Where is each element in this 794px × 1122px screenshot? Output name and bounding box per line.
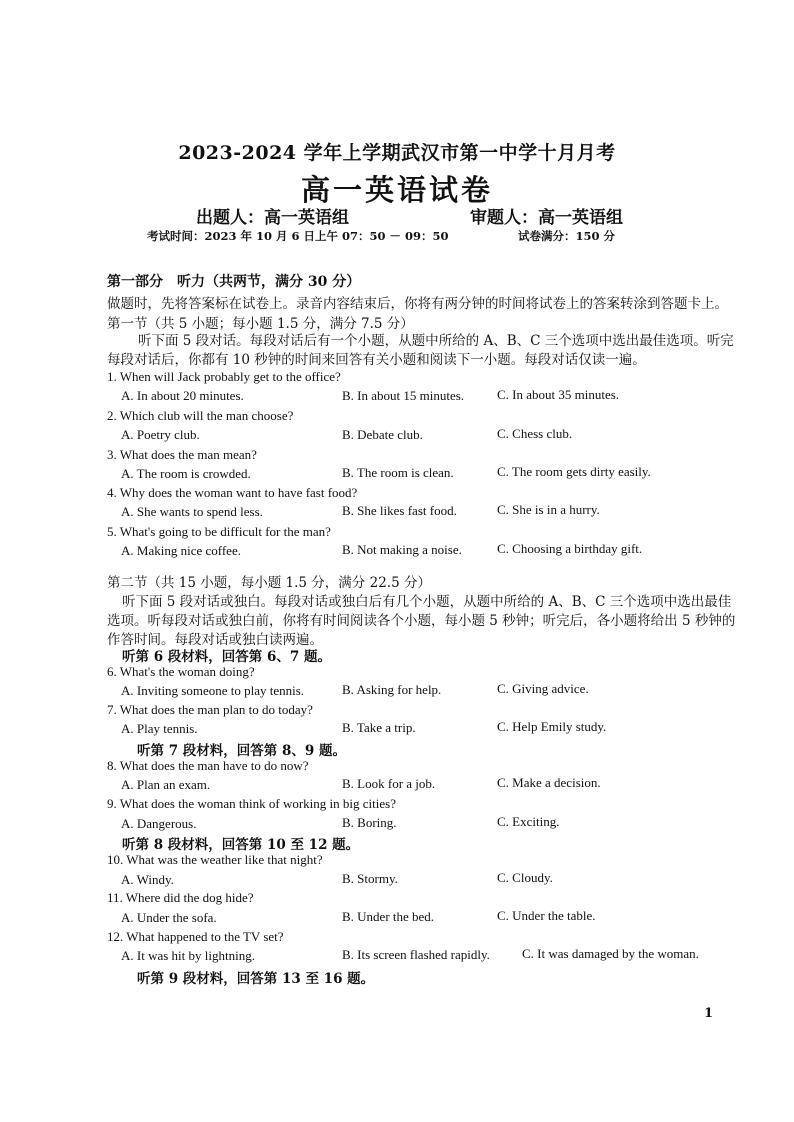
material-note-8: 听第 8 段材料，回答第 10 至 12 题。 xyxy=(122,837,360,853)
q8-option-c: C. Make a decision. xyxy=(497,775,601,790)
question-5: 5. What's going to be difficult for the man? xyxy=(107,524,331,539)
q10-option-a: A. Windy. xyxy=(121,872,174,887)
section2-directions-line2: 选项。听每段对话或独白前，你将有时间阅读各个小题，每小题 5 秒钟；听完后，各小题将给出 5 秒钟的 xyxy=(107,613,736,629)
q7-option-b: B. Take a trip. xyxy=(342,720,416,735)
q11-option-b: B. Under the bed. xyxy=(342,909,435,924)
q9-option-b: B. Boring. xyxy=(342,815,397,830)
material-note-7: 听第 7 段材料，回答第 8、9 题。 xyxy=(137,743,346,759)
q9-option-c: C. Exciting. xyxy=(497,814,560,829)
section2-heading: 第二节（共 15 小题，每小题 1.5 分，满分 22.5 分） xyxy=(107,575,431,591)
q12-option-b: B. Its screen flashed rapidly. xyxy=(342,947,490,962)
q5-option-a: A. Making nice coffee. xyxy=(121,543,241,558)
q11-option-c: C. Under the table. xyxy=(497,908,596,923)
question-2: 2. Which club will the man choose? xyxy=(107,408,294,423)
q1-option-c: C. In about 35 minutes. xyxy=(497,387,620,402)
question-9: 9. What does the woman think of working in big cities? xyxy=(107,796,396,811)
q12-option-c: C. It was damaged by the woman. xyxy=(522,946,699,961)
q7-option-c: C. Help Emily study. xyxy=(497,719,607,734)
q3-option-c: C. The room gets dirty easily. xyxy=(497,464,651,479)
q6-option-a: A. Inviting someone to play tennis. xyxy=(121,683,305,698)
full-score: 试卷满分：150 分 xyxy=(518,229,616,243)
q8-option-b: B. Look for a job. xyxy=(342,776,436,791)
question-6: 6. What's the woman doing? xyxy=(107,664,255,679)
question-11: 11. Where did the dog hide? xyxy=(107,890,254,905)
question-3: 3. What does the man mean? xyxy=(107,447,257,462)
q3-option-a: A. The room is crowded. xyxy=(121,466,251,481)
part1-heading: 第一部分 听力（共两节，满分 30 分） xyxy=(107,274,361,290)
q10-option-b: B. Stormy. xyxy=(342,871,398,886)
q2-option-a: A. Poetry club. xyxy=(121,427,200,442)
q1-option-a: A. In about 20 minutes. xyxy=(121,388,244,403)
q4-option-b: B. She likes fast food. xyxy=(342,503,457,518)
q9-option-a: A. Dangerous. xyxy=(121,816,197,831)
material-note-9: 听第 9 段材料，回答第 13 至 16 题。 xyxy=(137,971,375,987)
question-10: 10. What was the weather like that night? xyxy=(107,852,323,867)
section1-heading: 第一节（共 5 小题；每小题 1.5 分，满分 7.5 分） xyxy=(107,316,414,332)
question-8: 8. What does the man have to do now? xyxy=(107,758,309,773)
exam-title: 2023-2024 学年上学期武汉市第一中学十月月考 xyxy=(178,142,616,164)
question-1: 1. When will Jack probably get to the office? xyxy=(107,369,341,384)
q10-option-c: C. Cloudy. xyxy=(497,870,553,885)
q6-option-c: C. Giving advice. xyxy=(497,681,589,696)
exam-time: 考试时间：2023 年 10 月 6 日上午 07：50 － 09：50 xyxy=(147,229,449,243)
q7-option-a: A. Play tennis. xyxy=(121,721,198,736)
section2-directions-line1: 听下面 5 段对话或独白。每段对话或独白后有几个小题，从题中所给的 A、B、C 三个选项中选出最佳 xyxy=(122,594,732,610)
q4-option-a: A. She wants to spend less. xyxy=(121,504,263,519)
question-setter: 出题人：高一英语组 xyxy=(196,208,349,228)
q2-option-c: C. Chess club. xyxy=(497,426,573,441)
q11-option-a: A. Under the sofa. xyxy=(121,910,217,925)
question-reviewer: 审题人：高一英语组 xyxy=(470,208,623,228)
page-number: 1 xyxy=(704,1006,714,1021)
material-note-6: 听第 6 段材料，回答第 6、7 题。 xyxy=(122,649,331,665)
q2-option-b: B. Debate club. xyxy=(342,427,423,442)
q1-option-b: B. In about 15 minutes. xyxy=(342,388,465,403)
part1-instruction: 做题时，先将答案标在试卷上。录音内容结束后，你将有两分钟的时间将试卷上的答案转涂到答题卡上。 xyxy=(107,296,728,312)
q4-option-c: C. She is in a hurry. xyxy=(497,502,600,517)
section1-directions-line1: 听下面 5 段对话。每段对话后有一个小题，从题中所给的 A、B、C 三个选项中选出最佳选项。听完 xyxy=(138,333,734,349)
q5-option-b: B. Not making a noise. xyxy=(342,542,462,557)
q3-option-b: B. The room is clean. xyxy=(342,465,454,480)
section2-directions-line3: 作答时间。每段对话或独白读两遍。 xyxy=(107,632,323,648)
q5-option-c: C. Choosing a birthday gift. xyxy=(497,541,643,556)
question-7: 7. What does the man plan to do today? xyxy=(107,702,313,717)
q12-option-a: A. It was hit by lightning. xyxy=(121,948,255,963)
paper-subject-title: 高一英语试卷 xyxy=(300,173,493,207)
q6-option-b: B. Asking for help. xyxy=(342,682,442,697)
question-12: 12. What happened to the TV set? xyxy=(107,929,284,944)
question-4: 4. Why does the woman want to have fast food? xyxy=(107,485,358,500)
section1-directions-line2: 每段对话后，你都有 10 秒钟的时间来回答有关小题和阅读下一小题。每段对话仅读一遍。 xyxy=(107,352,646,368)
q8-option-a: A. Plan an exam. xyxy=(121,777,211,792)
